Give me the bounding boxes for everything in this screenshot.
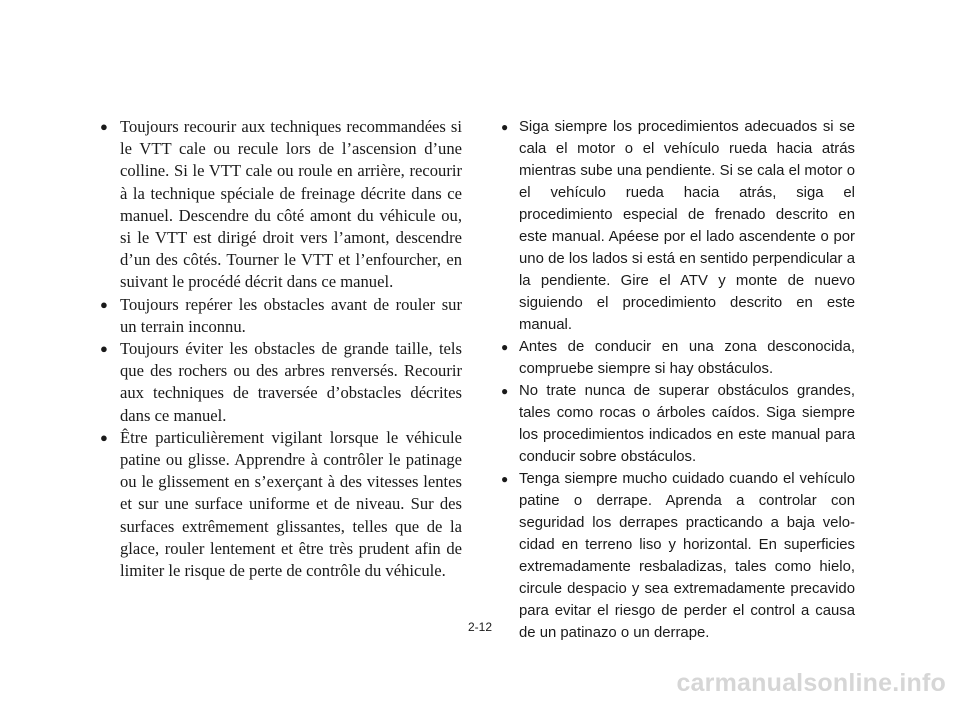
list-item (498, 380, 855, 468)
french-column (99, 116, 462, 582)
list-item-text: Antes de conducir en una zona desconocida, compruebe siempre si hay obstáculos. (519, 339, 855, 377)
list-item (99, 338, 462, 427)
list-item-text: Toujours recourir aux techniques recommandées si le VTT cale ou recule lors de l’ascension d’une colline. Si le VTT cale ou roule en arrière, recourir à la technique spéciale de freinage décrite dans ce manuel. Descendre du côté amont du véhicule ou, si le VTT est dirigé droit vers l’amont, descendre d’un des côtés. Tourner le VTT et l’enfourcher, en suivant le procédé décrit dans ce manuel. (120, 117, 462, 292)
bullet-icon: ● (501, 120, 509, 134)
list-item (498, 336, 855, 380)
bullet-icon: ● (100, 341, 108, 357)
bullet-icon: ● (501, 384, 509, 398)
spanish-bullet-list (498, 116, 855, 644)
page-number: 2-12 (467, 620, 493, 634)
list-item (99, 294, 462, 338)
list-item-text: Être particulièrement vigilant lorsque le véhicule patine ou glisse. Apprendre à contrôler le patinage ou le glissement en s’exerçant à des vitesses lentes et sur une surface uniforme et de niveau. Sur des surfaces extrêmement glissantes, telles que de la glace, rouler lentement et être très prudent afin de limiter le risque de perte de contrôle du véhicule. (120, 427, 462, 581)
watermark: carmanualsonline.info (676, 669, 946, 697)
spanish-column (498, 116, 855, 644)
list-item (498, 116, 855, 336)
list-item (99, 427, 462, 582)
french-bullet-list (99, 116, 462, 582)
list-item-text: Siga siempre los procedimientos adecuados si se cala el motor o el vehículo rueda hacia atrás mientras sube una pendiente. Si se cala el motor o el vehículo rueda hacia atrás, siga el procedimiento especial de frenado descrito en este manual. Apéese por el lado ascendente o por uno de los lados si está en sentido perpendicular a la pendiente. Gire el ATV y monte de nuevo siguiendo el procedimiento descrito en este manual. (519, 119, 855, 333)
bullet-icon: ● (100, 296, 108, 312)
list-item (99, 116, 462, 294)
list-item-text: Tenga siempre mucho cuidado cuando el vehículo patine o derrape. Aprenda a controlar con seguridad los derrapes practicando a baja velocidad en terreno liso y horizontal. En superficies extremadamente resbaladizas, tales como hielo, circule despacio y sea extremadamente precavido para evitar el riesgo de perder el control a causa de un patinazo o un derrape. (519, 471, 855, 641)
bullet-icon: ● (100, 119, 108, 134)
bullet-icon: ● (100, 429, 108, 445)
bullet-icon: ● (501, 472, 509, 486)
list-item-text: Toujours repérer les obstacles avant de rouler sur un terrain inconnu. (120, 294, 462, 336)
list-item-text: Toujours éviter les obstacles de grande taille, tels que des rochers ou des arbres renversés. Recourir aux techniques de traversée d’obstacles décrites dans ce manuel. (120, 339, 462, 425)
list-item-text: No trate nunca de superar obstáculos grandes, tales como rocas o árboles caídos. Siga siempre los procedimientos indicados en este manual para conducir sobre obstáculos. (519, 383, 855, 465)
bullet-icon: ● (501, 340, 509, 354)
list-item (498, 468, 855, 644)
